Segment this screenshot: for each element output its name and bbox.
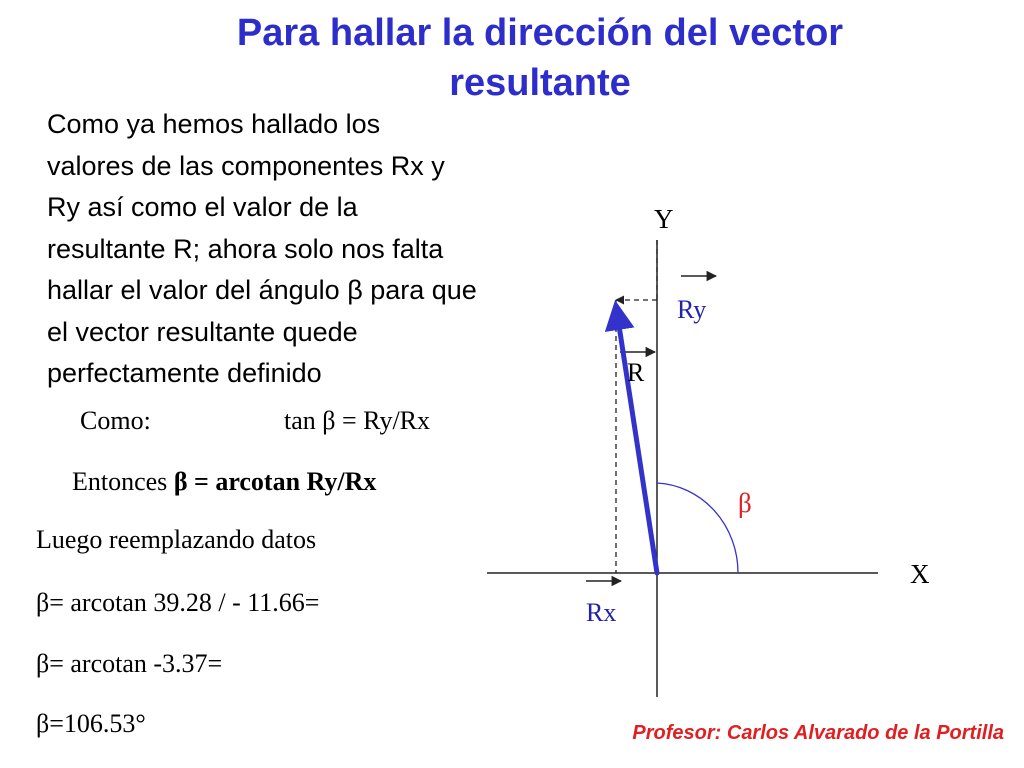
rx-label: Rx [586, 598, 617, 627]
como-label: Como: [80, 406, 151, 435]
tan-formula: tan β = Ry/Rx [284, 406, 431, 435]
r-label: R [627, 358, 645, 387]
step-line: β= arcotan 39.28 / - 11.66= [36, 588, 320, 617]
step-line: β=106.53° [36, 709, 146, 738]
intro-line: hallar el valor del ángulo β para que [47, 275, 477, 305]
x-axis-label: X [910, 559, 930, 589]
intro-line: valores de las componentes Rx y [47, 150, 445, 181]
entonces-label: Entonces [72, 467, 168, 496]
step-line: Luego reemplazando datos [36, 525, 317, 554]
y-axis-label: Y [654, 204, 674, 234]
slide-title: Para hallar la dirección del vector resultante [236, 12, 844, 104]
beta-angle-arc [657, 483, 738, 573]
beta-label: β [738, 488, 752, 518]
footer-credit: Profesor: Carlos Alvarado de la Portilla [632, 722, 1004, 744]
ry-label: Ry [677, 295, 707, 324]
intro-line: Como ya hemos hallado los [47, 109, 381, 139]
intro-line: perfectamente definido [47, 358, 322, 388]
intro-line: resultante R; ahora solo nos falta [47, 233, 444, 264]
arcotan-formula: β = arcotan Ry/Rx [173, 467, 377, 496]
step-line: β= arcotan -3.37= [36, 649, 223, 678]
intro-line: el vector resultante quede [47, 316, 358, 347]
resultant-vector [616, 306, 657, 573]
intro-line: Ry así como el valor de la [47, 192, 358, 222]
